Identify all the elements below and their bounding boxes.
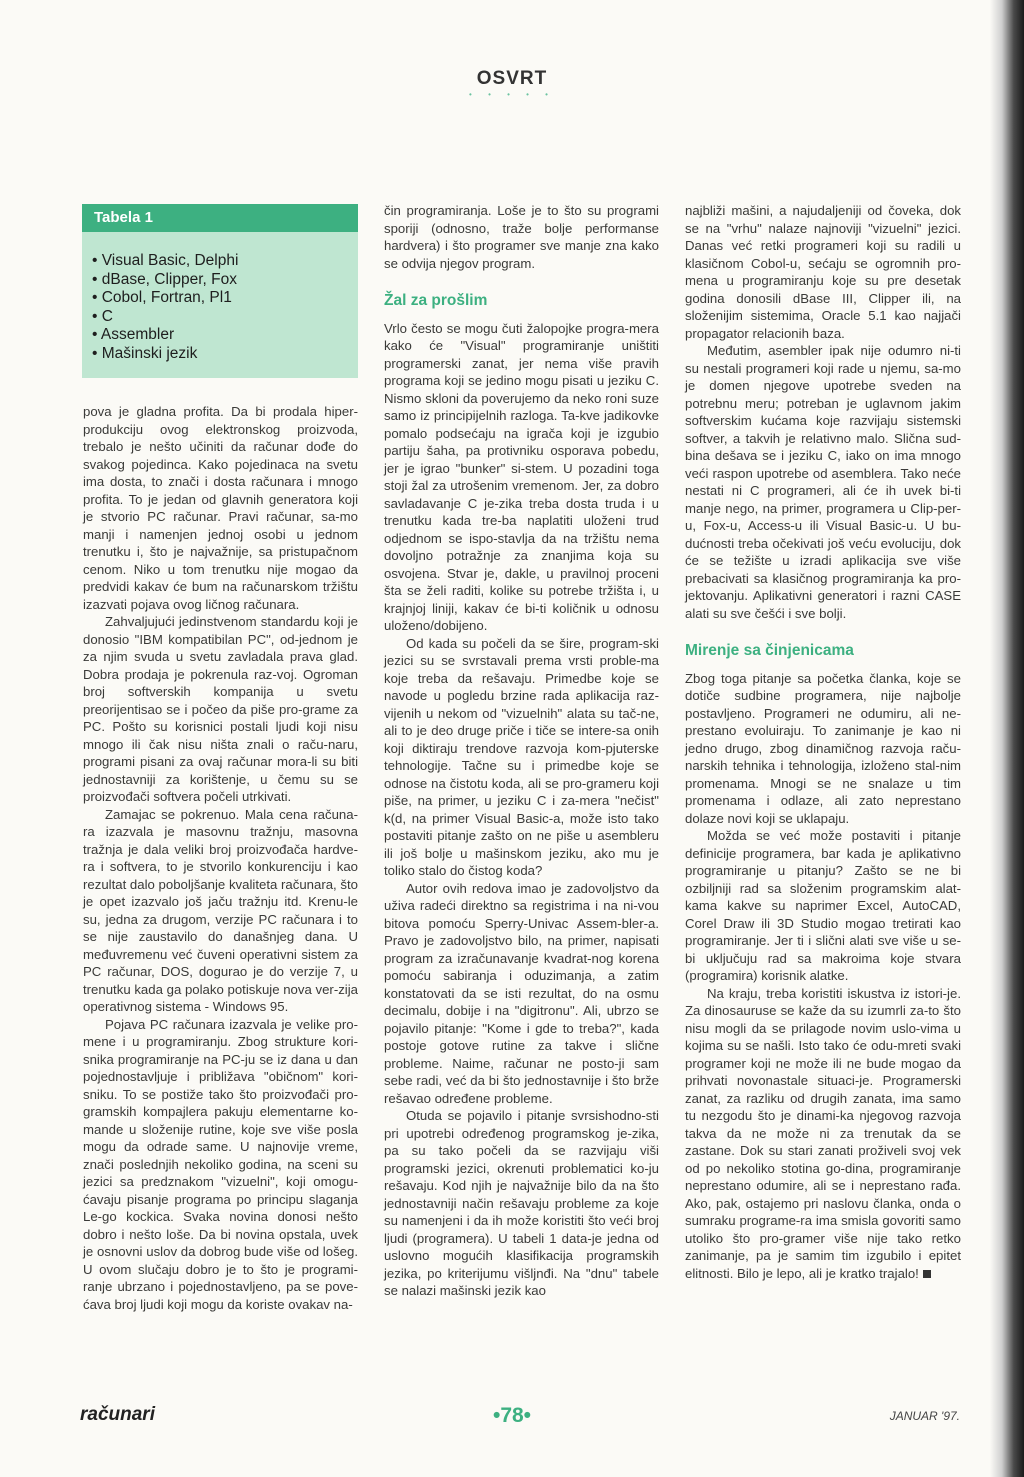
table-item: • C	[92, 308, 358, 327]
column-1	[83, 403, 358, 1313]
paragraph-last	[685, 985, 961, 1283]
paragraph: Zamajac se pokrenuo. Mala cena računa-ra izazvala je masovnu tražnju, masovna tražnja je dala veliki broj proizvođača hardve-ra i softvera, to je stvorilo konkurenciju i kao rezultat dalo poboljšanje kvaliteta računara, što je opet izazvalo još jaču tražnju itd. Krenu-le su, jedna za drugom, verzije PC računara i to se nije zaustavilo do današnjeg dana. U međuvremenu već čuveni operativni sistem za PC računar, DOS, dogurao je do verzije 7, u trenutku kada ga polako potiskuje nova ver-zija operativnog sistema - Windows 95.	[83, 806, 358, 1014]
paragraph: Otuda se pojavilo i pitanje svrsishodno-sti pri upotrebi određenog programskog je-zika, pa su tako počeli da se razvijaju viši programski jezici, okrenuti problematici ko-ju rešavaju. Kod njih je najvažnije bilo da na što jednostavniji način rešavaju probleme za koje su namenjeni i da ih može koristiti što veći broj ljudi (programera). U tabeli 1 data-je jedna od uslovno mogućih klasifikacija programskih jezika, po kriterijumu višljnđi. Na "dnu" tabele se nalazi mašinski jezik kao	[384, 1108, 659, 1298]
table-item: • Visual Basic, Delphi	[92, 252, 358, 271]
magazine-logo: računari	[80, 1404, 155, 1425]
column-2	[384, 202, 659, 1300]
column-3	[685, 202, 961, 1282]
paragraph: pova je gladna profita. Da bi prodala hiper-produkciju ovog elektronskog proizvoda, trebalo je nešto učiniti da računar dođe do svakog pojedinca. Kako pojedinaca na svetu ima dosta, to znači i dosta računara i mnogo profita. To je jedan od glavnih generatora koji je stvorio PC računar. Pravi računar, sa-mo manji i namenjen jednoj osobi u jednom trenutku i, što je najvažnije, sa pristupačnom cenom. Niko u tom trenutku nije mogao da predvidi kakav će bum na računarskom tržištu izazvati pojava ovog ličnog računara.	[83, 404, 358, 612]
page-spine-shadow	[990, 0, 1024, 1477]
paragraph: čin programiranja. Loše je to što su programi sporiji (odnosno, traže bolje performanse hardvera) i što programer sve manje zna kako se odvija njegov program.	[384, 203, 659, 271]
section-heading: Žal za prošlim	[384, 292, 488, 309]
end-of-article-mark	[923, 1270, 931, 1278]
table-item: • dBase, Clipper, Fox	[92, 271, 358, 290]
paragraph: najbliži mašini, a najudaljeniji od čoveka, dok se na "vrhu" nalaze najnoviji "vizuelni" jezici. Danas već retki programeri koji su radili u klasičnom Cobol-u, sećaju se ogromnih pro-mena u programiranju koje su pre desetak godina donosili dBase III, Clipper ili, na složenijim sistemima, Oracle 5.1 kao najjači propagator relacionih baza.	[685, 203, 961, 341]
paragraph-text: Na kraju, treba koristiti iskustva iz istori-je. Za dinosauruse se kaže da su izumrli za-to što nisu mogli da se prilagode novim uslo-vima u kojima su se našli. Isto tako će odu-mreti svaki programer koji ne može ili ne bude mogao da prihvati novonastale situaci-je. Programerski zanat, za razliku od drugih zanata, ima samo tu nezgodu što je dinami-ka njegovog razvoja takva da ne može ni za trenutak da se zastane. Dok su stari zanati proživeli svoj vek od po nekoliko stotina go-dina, programiranje neprestano odumire, ali se i neprestano rađa. Ako, pak, ostajemo pri naslovu članka, onda o sumraku programe-ra ima smisla govoriti samo utoliko što pro-gramer više nije tako retko zanimanje, pa je samim tim izgubilo i epitet elitnosti. Bilo je lepo, ali je kratko trajalo!	[685, 985, 961, 1281]
table-box	[82, 204, 358, 378]
table-item: • Cobol, Fortran, Pl1	[92, 289, 358, 308]
table-item: • Assembler	[92, 326, 358, 345]
header-dots: • • • • •	[469, 90, 555, 99]
table-item: • Mašinski jezik	[92, 345, 358, 364]
table-title: Tabela 1	[82, 204, 358, 232]
section-title: OSVRT	[476, 68, 548, 89]
paragraph: Zbog toga pitanje sa početka članka, koje se dotiče sudbine programera, nije najbolje postavljeno. Programeri ne odumiru, ali ne-prestano evoluiraju. To zanimanje je kao ni jedno drugo, zbog dinamičnog razvoja raču-narskih tehnika i tehnologija, izloženo stal-nim promenama. Mnogi se ne snalaze u tim promenama i odlaze, ali zato neprestano dolaze novi koji se uklapaju.	[685, 670, 961, 826]
paragraph: Zahvaljujući jedinstvenom standardu koji je donosio "IBM kompatibilan PC", od-jednom je za njim svuda u svetu zavladala prava glad. Dobra prodaja je pokrenula raz-voj. Ogroman broj softverskih kompanija u svetu preorijentisao se i počeo da piše pro-grame za PC. Pošto su korisnici postali ljudi koji nisu mnogo ili čak nisu ništa znali o raču-naru, programi pisani za ovaj računar mora-li su biti jednostavniji za korištenje, u čemu su se proizvođači softvera počeli utrkivati.	[83, 614, 358, 804]
paragraph: Vrlo često se mogu čuti žalopojke progra-mera kako će "Visual" programiranje uništiti programerski zanat, jer nema više pravih programa koji se jedino mogu pisati u jeziku C. Nismo skloni da poverujemo da neko roni suze samo iz principijelnih razloga. Ta-kve jadikovke pomalo podsećaju na igrača koji je izgubio partiju šaha, pa protivniku osporava pobedu, jer je igrao "bunker" si-stem. U pozadini toga stoji žal za utrošenim vremenom. Jer, za dobro savladavanje C je-zika treba dosta truda i u trenutku kada tre-ba naplatiti uloženi trud odjednom se ispo-stavlja da na tržištu nema dovoljno potražnje za znanjima koja su osvojena. Stvar je, dakle, u pravilnoj proceni šta se želi raditi, kolike su potrebe tržišta i, u krajnjoj liniji, kakav će bi-ti količnik u odnosu uloženo/dobijeno.	[384, 320, 659, 633]
table-list	[82, 252, 358, 363]
paragraph: Međutim, asembler ipak nije odumro ni-ti su nestali programeri koji rade u njemu, sa-mo je domen njegove upotrebe sveden na potrebnu meru; potreban je uglavnom jakim softverskim kućama koje razvijaju sistemski softver, a takvih je relativno malo. Slična sud-bina dešava se i jeziku C, iako on ima mnogo veći raspon upotrebe od asemblera. Tako neće nestati ni C programeri, ali će ih uvek bi-ti manje nego, na primer, programera u Clip-per-u, Fox-u, Access-u ili Visual Basic-u. U bu-dućnosti treba očekivati još veću evoluciju, dok će se težište u izradi aplikacija sve više prebacivati sa klasičnog programiranja ka pro-jektovanju. Aplikativni generatori i razni CASE alati su sve češći i sve bolji.	[685, 343, 961, 621]
paragraph: Autor ovih redova imao je zadovoljstvo da uživa radeći direktno sa registrima i na ni-vou bitova pomoću Sperry-Univac Assem-bler-a. Pravo je zadovoljstvo bilo, na primer, napisati program za izračunavanje kvadrat-nog korena pomoću sabiranja i oduzimanja, a zatim konstatovati da se isti rezultat, do na osmu decimalu, dobije i na "digitronu". Ali, ubrzo se pojavilo pitanje: "Kome i gde to treba?", kada postoje gotove rutine za takve i slične probleme. Naime, računar ne posto-ji sam sebe radi, već da bi što jednostavnije i što brže rešavao određene probleme.	[384, 880, 659, 1106]
page-number: •78•	[492, 1404, 532, 1427]
page-header	[0, 68, 1024, 99]
paragraph: Pojava PC računara izazvala je velike pro-mene i u programiranju. Zbog strukture kori-snika programiranje na PC-ju se iz dana u dan pojednostavljuje i približava "običnom" kori-sniku. To se postiže tako što proizvođači pro-gramskih kompajlera pakuju elementarne ko-mande u složenije rutine, koje sve više posla mogu da odrade same. U najnovije vreme, znači poslednjih nekoliko godina, na sceni su jezici sa predznakom "vizuelni", koji omogu-ćavaju pisanje programa po principu slaganja Le-go kockica. Svaka novina donosi nešto dobro i nešto loše. Da bi novina opstala, uvek je osnovni uslov da dobrog bude više od lošeg. U ovom slučaju dobro je to što je programi-ranje ubrzano i pojednostavljeno, pa se pove-ćava broj ljudi koji mogu da koriste ovakav na-	[83, 1016, 358, 1312]
section-heading: Mirenje sa činjenicama	[685, 642, 854, 659]
issue-date: JANUAR '97.	[889, 1409, 960, 1423]
paragraph: Od kada su počeli da se šire, program-ski jezici su se svrstavali prema vrsti proble-ma koje treba da rešavaju. Primedbe koje se navode u pogledu brzine rada aplikacija raz-vijenih u nekom od "vizuelnih" alata su tač-ne, ali to je deo druge priče i tiče se intere-sa onih koji diktiraju trendove razvoja kom-pjuterske tehnologije. Tačne su i primedbe koje se odnose na čistotu koda, ali se pro-grameru koji piše, na primer, u jeziku C i za-mera "nečist" k(d, na primer Visual Basic-a, može isto tako postaviti pitanje zašto on ne piše u asembleru ili još bolje u mašinskom jeziku, ako mu je toliko stalo do čistog koda?	[384, 635, 659, 878]
paragraph: Možda se već može postaviti i pitanje definicije programera, bar kada je aplikativno programiranje u pitanju? Zašto se ne bi ozbiljniji rad sa složenim programskim alat-kama kakve su naprimer Excel, AutoCAD, Corel Draw ili 3D Studio mogao tretirati kao programiranje. Jer ti i slični alati sve više u se-bi uključuju rad sa makroima koje stvara (programira) korisnik alatke.	[685, 828, 961, 983]
